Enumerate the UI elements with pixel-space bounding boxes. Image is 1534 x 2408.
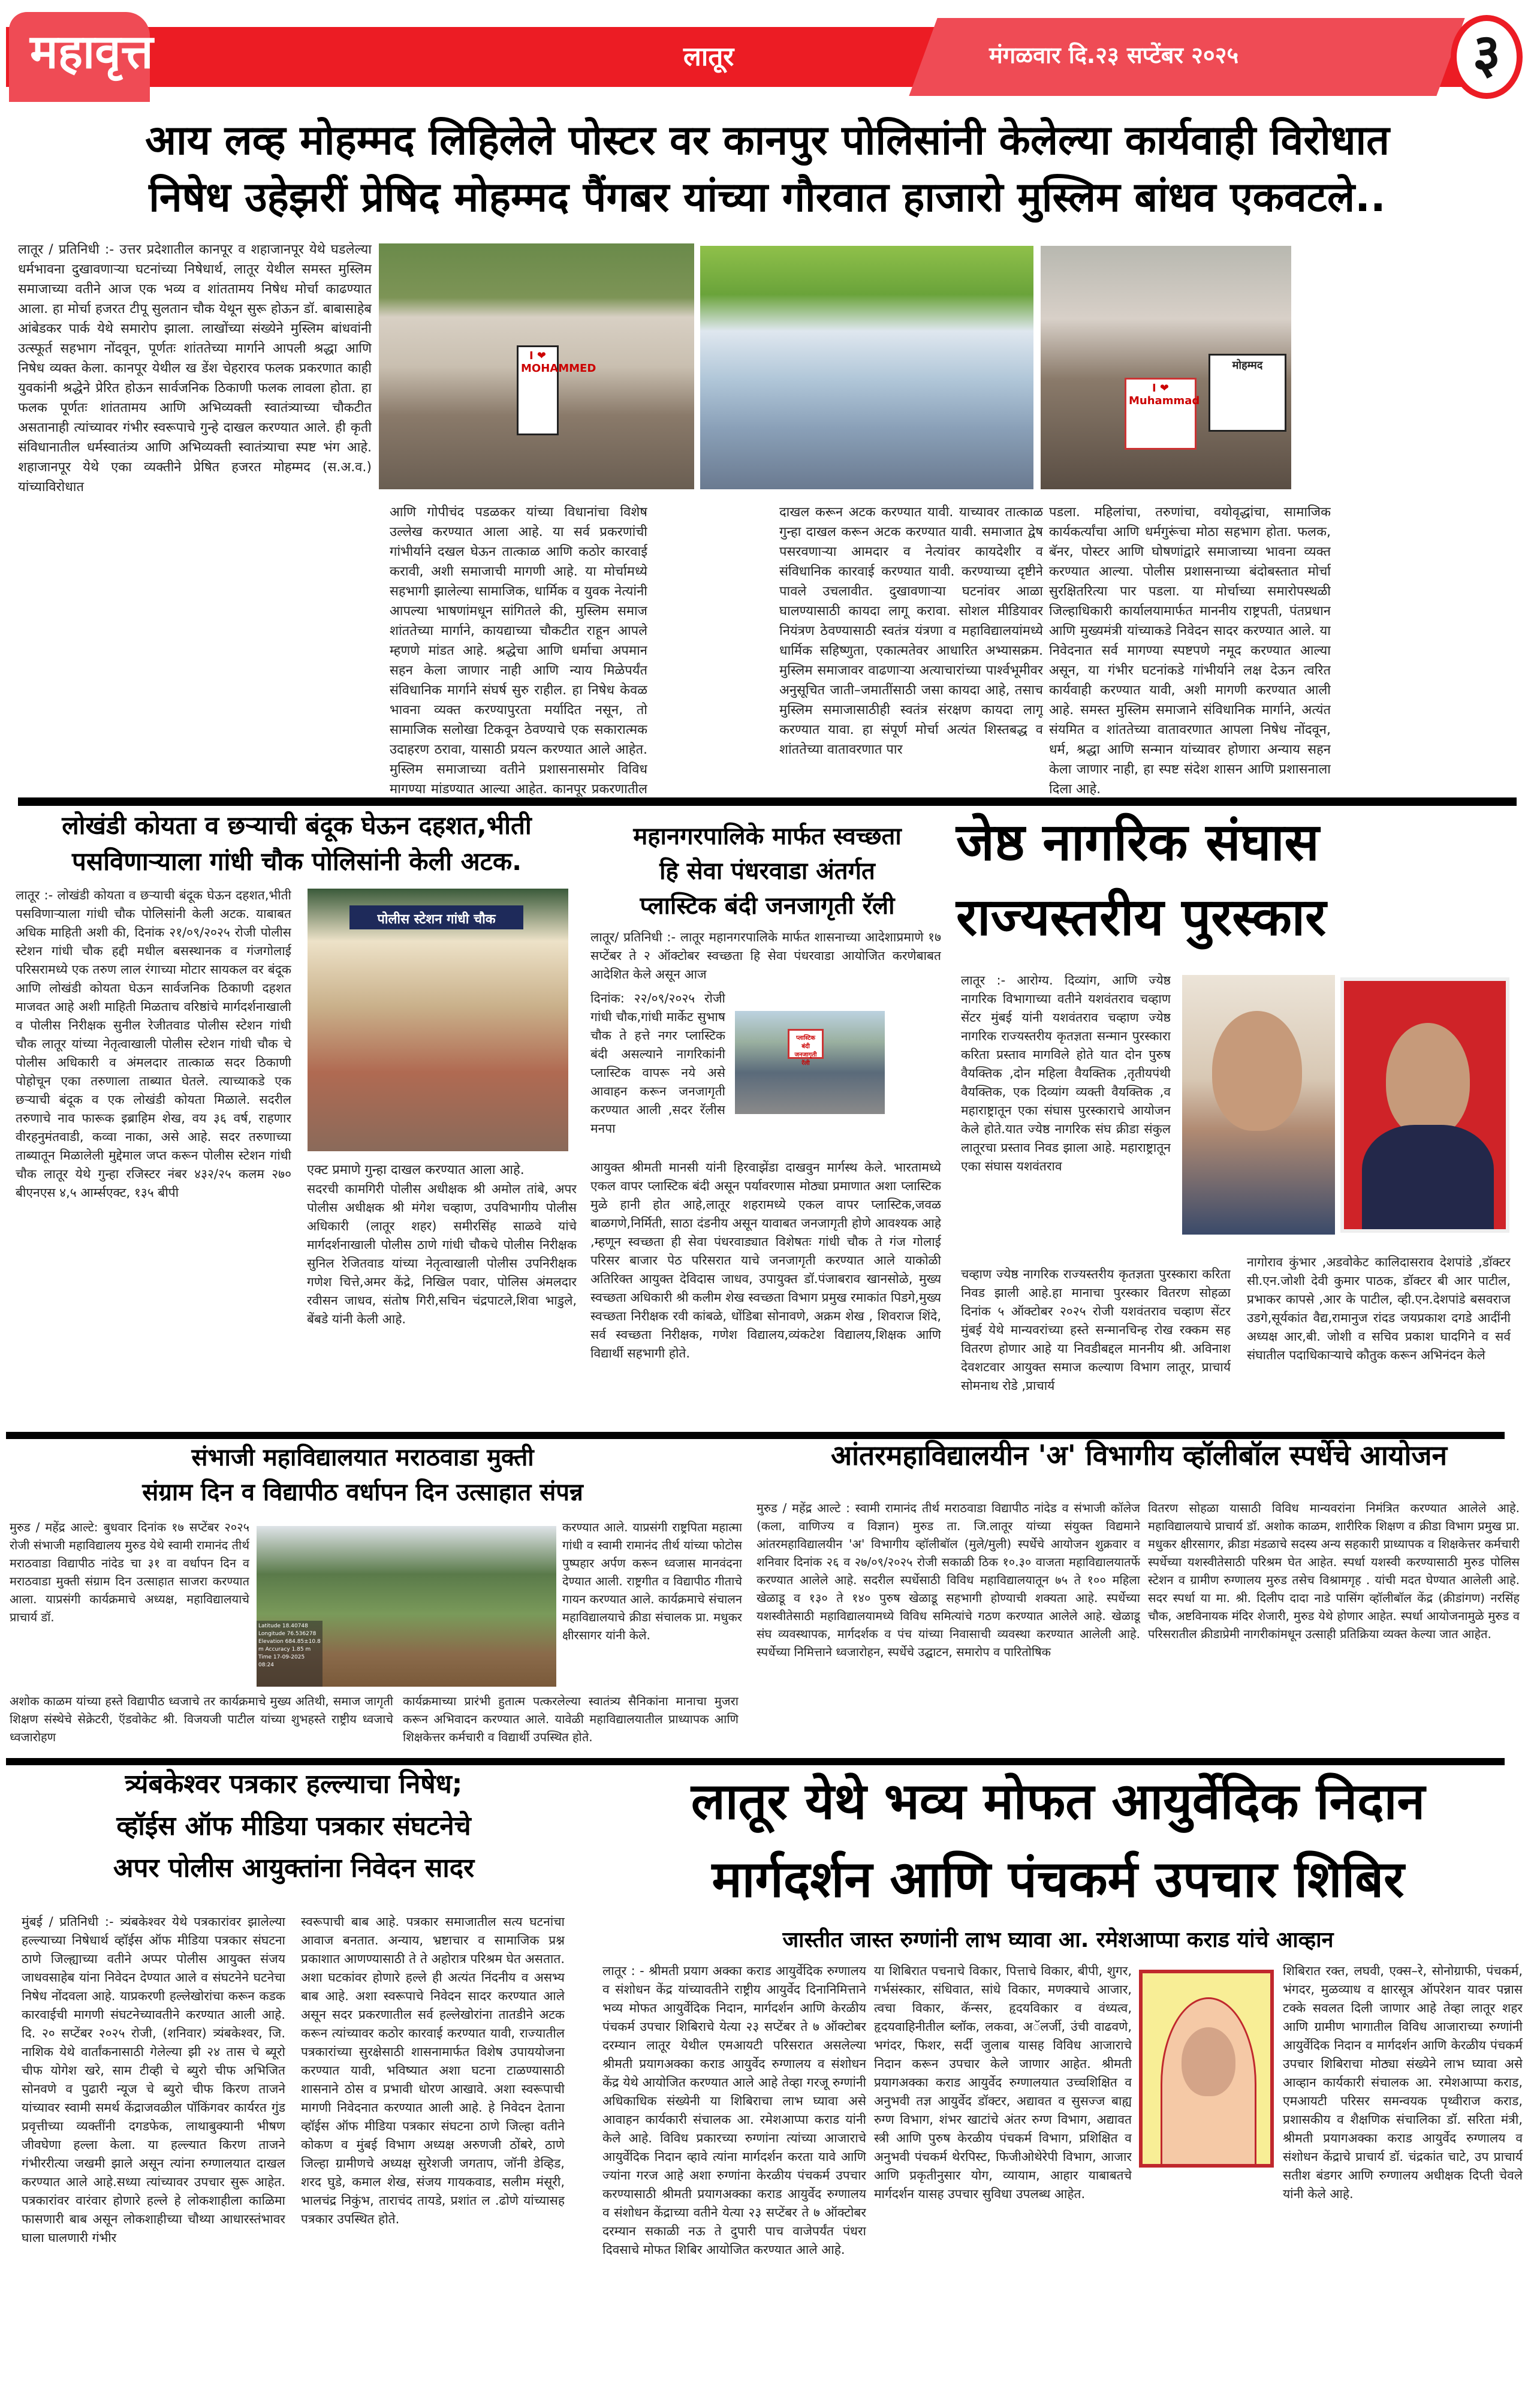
clean-body-side: दिनांक: २२/०९/२०२५ रोजी गांधी चौक,गांधी मार्केट सुभाष चौक ते हत्ते नगर प्लास्टिक बंदी असल्याने नागरिकांनी प्लास्टिक वापरू नये असे आवाहन करून जनजागृती करण्यात आली ,सदर रॅलीस मनपा: [590, 991, 725, 1136]
arrest-body-2: सदरची कामगिरी पोलीस अधीक्षक श्री अमोल तांबे, अपर पोलीस अधीक्षक श्री मंगेश चव्हाण, उपविभागीय पोलीस अधिकारी (लातूर शहर) समीरसिंह साळवे यांचे मार्गदर्शनाखाली पोलीस ठाणे गांधी चौकचे पोलीस निरीक्षक सुनिल रेजितवाड यांच्या नेतृत्वाखाली पोलीस उपनिरीक्षक गणेश चित्ते,अमर केंद्रे, निखिल पवार, पोलिस अंमलदार रवीसन जाधव, संतोष गिरी,सचिन चंद्रपाटले,शिवा भाडुले, बेंबडे यांनी केली आहे.: [307, 1182, 577, 1326]
volleyball-body-left: मुरुड / महेंद्र आल्टे : स्वामी रामानंद तीर्थ मराठवाडा विद्यापीठ नांदेड व संभाजी कॉलेज (कला, वाणिज्य व विज्ञान) मुरुड ता. जि.लातूर यांच्या संयुक्त विद्यमाने आंतरमहाविद्यालयीन 'अ' विभागीय व्हॉलीबॉल (मुले/मुली) स्पर्धेचे आयोजन शुक्रवार व शनिवार दिनांक २६ व २७/०९/२०२५ रोजी सकाळी ठिक १०.३० वाजता महाविद्यालयातर्फे करण्यात आलेले आहे. सदरील स्पर्धेसाठी विविध महाविद्यालयातून ७५ ते १०० महिला खेळाडू व १३० ते १४० पुरुष खेळाडू सहभागी होण्याची शक्यता आहे. स्पर्धेच्या यशस्वीतेसाठी महाविद्यालयामध्ये विविध समित्यांचे गठण करण्यात आलेले आहे. खेळाडू संघ व्यवस्थापक, मार्गदर्शक व पंच यांच्या निवासाची व्यवस्था करण्यात आलेली आहे. स्पर्धेच्या निमित्ताने ध्वजारोहन, स्पर्धेचे उद्घाटन, समारोप व पारितोषिक: [757, 1501, 1140, 1659]
shirt: [1362, 1125, 1494, 1233]
page-number: ३: [1451, 15, 1523, 99]
sambhaji-body-right: करण्यात आले. याप्रसंगी राष्ट्रपिता महात्मा गांधी व स्वामी रामानंद तीर्थ यांच्या फोटोस पुष्पहार अर्पण करून ध्वजास मानवंदना देण्यात आली. राष्ट्रगीत व विद्यापीठ गीताचे गायन करण्यात आले. कार्यक्रमाचे संचालन महाविद्यालयाचे क्रीडा संचालक प्रा. मधुकर क्षीरसागर यांनी केले.: [562, 1520, 742, 1642]
face: [1212, 1011, 1302, 1131]
award-headline-line2: राज्यस्तरीय पुरस्कार: [956, 887, 1327, 947]
ayurveda-body-col3: शिबिरात रक्त, लघवी, एक्स–रे, सोनोग्राफी, पंचकर्म, भंगदर, मुळव्याध व क्षारसूत्र ऑपरेशन यावर पन्नास टक्के सवलत दिली जाणार आहे तेव्हा लातूर शहर आणि ग्रामीण भागातील विविध आजाराच्या रुग्णांनी आयुर्वेदिक निदान व मार्गदर्शन आणि केरळीय पंचकर्म उपचार शिबिराचा मोठ्या संख्येने लाभ घ्यावा असे आव्हान कार्यकारी संचालक आ. रमेशआप्पा कराड, एमआयटी परिसर समन्वयक पृथ्वीराज कराड, प्रशासकीय व शैक्षणिक संचालिका डॉ. सरिता मंत्री, श्रीमती प्रयागअक्का कराड आयुर्वेद रुग्णालय व संशोधन केंद्राचे प्राचार्य डॉ. चंद्रकांत चाटे, उप प्राचार्य सतीश बंडगर आणि रुग्णालय अधीक्षक दिप्ती चेवले यांनी केले आहे.: [1283, 1964, 1523, 2201]
section-divider: [18, 797, 1517, 806]
ayurveda-headline-line2: मार्गदर्शन आणि पंचकर्म उपचार शिबिर: [712, 1850, 1405, 1909]
lead-photo-children-placards: [1041, 246, 1291, 489]
issue-date: मंगळवार दि.२३ सप्टेंबर २०२५: [989, 42, 1239, 68]
lead-col1: लातूर / प्रतिनिधी :- उत्तर प्रदेशातील कानपूर व शहाजानपूर येथे घडलेल्या धर्मभावना दुखावणाऱ्या घटनांच्या निषेधार्थ, लातूर येथील समस्त मुस्लिम समाजाच्या वतीने आज एक भव्य व शांततामय निषेध मोर्चा काढण्यात आला. हा मोर्चा हजरत टीपू सुलतान चौक येथून सुरू होऊन डॉ. बाबासाहेब आंबेडकर पार्क येथे समारोप झाला. लाखोंच्या संख्येने मुस्लिम बांधवांनी उत्स्फूर्त सहभाग नोंदवून, पूर्णतः शांततेच्या मार्गाने आपली श्रद्धा आणि निषेध व्यक्त केला. कानपूर येथील ख डेंश चेहरारव फलक प्रकरणात काही युवकांनी श्रद्धेने प्रेरित होऊन सार्वजनिक ठिकाणी फलक लावला होता. हा फलक पूर्णतः शांततामय आणि अभिव्यक्ती स्वातंत्र्याच्या चौकटीत असतानाही त्यांच्यावर गंभीर स्वरूपाचे गुन्हे दाखल करण्यात आले. ही कृती संविधानातील धर्मस्वातंत्र्य आणि अभिव्यक्ती स्वातंत्र्याचा स्पष्ट भंग आहे. शहाजानपूर येथे एका व्यक्तीने प्रेषित हजरत मोहम्मद (स.अ.व.) यांच्याविरोधात: [18, 242, 372, 495]
ayurveda-photo-founder: [1139, 1970, 1274, 2168]
photo-sign: I ❤ MOHAMMED: [517, 345, 559, 435]
arrest-photo-police-station: [308, 889, 568, 1151]
journalist-headline-line1: त्र्यंबकेश्वर पत्रकार हल्ल्याचा निषेध;: [125, 1769, 463, 1799]
arrest-headline-line1: लोखंडी कोयता व छऱ्याची बंदूक घेऊन दहशत,भीती: [62, 811, 532, 840]
award-photo-person-2: [1340, 977, 1509, 1233]
section-divider: [6, 1758, 1505, 1765]
sambhaji-body-bottom-left: अशोक काळम यांच्या हस्ते विद्यापीठ ध्वजाचे तर कार्यक्रमाचे मुख्य अतिथी, समाज जागृती शिक्षण संस्थेचे सेक्रेटरी, ऍडवोकेट श्री. विजयजी पाटील यांच्या शुभहस्ते राष्ट्रीय ध्वजाचे ध्वजारोहण: [10, 1694, 393, 1744]
photo-sign: पोलीस स्टेशन गांधी चौक: [349, 905, 523, 929]
sambhaji-body-left: मुरुड / महेंद्र आल्टे: बुधवार दिनांक १७ सप्टेंबर २०२५ रोजी संभाजी महाविद्यालय मुरुड येथे स्वामी रामानंद तीर्थ मराठवाडा विद्यापीठ नांदेड चा ३१ वा वर्धापन दिन व मराठवाडा मुक्ती संग्राम दिन उत्साहात साजरा करण्यात आला. याप्रसंगी कार्यक्रमाचे अध्यक्ष, महाविद्यालयाचे प्राचार्य डॉ.: [10, 1520, 249, 1624]
geo-stamp: Latitude 18.40748 Longitude 76.536278 Elevation 684.85±10.8 m Accuracy 1.85 m Time 17-09-2025 08:24: [257, 1621, 323, 1687]
lead-photo-crowd-sitting: [379, 243, 694, 489]
clean-headline-line2: हि सेवा पंधरवाडा अंतर्गत: [659, 857, 875, 885]
volleyball-body-right: वितरण सोहळा यासाठी विविध मान्यवरांना निमंत्रित करण्यात आलेले आहे. महाविद्यालयाचे प्राचार्य डॉ. अशोक काळम, शारीरिक शिक्षण व क्रीडा विभाग प्रमुख प्रा. मधुकर क्षीरसागर, क्रीडा मंडळाचे सदस्य अन्य सहकारी प्राध्यापक व शिक्षकेत्तर कर्मचारी स्पर्धेच्या यशस्वीतेसाठी परिश्रम घेत आहेत. स्पर्धा यशस्वी करण्यासाठी मुरुड पोलिस स्टेशन व ग्रामीण रुग्णालय मुरुड तसेच विश्रामगृह . यांची मदत घेण्यात आलेली आहे. सदर स्पर्धा या मा. श्री. दिलीप दादा नाडे पासिंग व्हॉलीबॉल केंद्र (क्रीडांगण) नरसिंह चौक, अष्टविनायक मंदिर शेजारी, मुरुड येथे होणार आहेत. स्पर्धा आयोजनामुळे मुरुड व परिसरातील क्रीडाप्रेमी नागरीकांमधून उत्साही प्रतिक्रिया व्यक्त केल्या जात आहेत.: [1148, 1501, 1520, 1641]
clean-body-top: लातूर/ प्रतिनिधी :- लातूर महानगरपालिके मार्फत शासनाच्या आदेशाप्रमाणे १७ सप्टेंबर ते २ ऑक्टोबर स्वच्छता हि सेवा पंधरवाडा आयोजित करणेबाबत आदेशित केले असून आज: [590, 930, 941, 982]
journalist-headline-line2: व्हॉईस ऑफ मीडिया पत्रकार संघटनेचे: [116, 1811, 471, 1841]
journalist-headline-line3: अपर पोलीस आयुक्तांना निवेदन सादर: [113, 1853, 475, 1883]
award-photo-person-1: [1182, 975, 1335, 1235]
lead-col2: आणि गोपीचंद पडळकर यांच्या विधानांचा विशेष उल्लेख करण्यात आला आहे. या सर्व प्रकरणांची गांभीर्याने दखल घेऊन तात्काळ आणि कठोर कारवाई करावी, अशी समाजाची मागणी आहे. या मोर्चामध्ये सहभागी झालेल्या सामाजिक, धार्मिक व युवक नेत्यांनी आपल्या भाषणांमधून सांगितले की, मुस्लिम समाज शांततेच्या मार्गाने, कायद्याच्या चौकटीत राहून आपले म्हणणे मांडत आहे. श्रद्धेचा आणि धर्माचा अपमान सहन केला जाणार नाही आणि न्याय मिळेपर्यंत संविधानिक मार्गाने संघर्ष सुरु राहील. हा निषेध केवळ भावना व्यक्त करण्यापुरता मर्यादित नसून, तो सामाजिक सलोखा टिकवून ठेवण्याचे एक सकारात्मक उदाहरण ठरावा, यासाठी प्रयत्न करण्यात आले आहेत. मुस्लिम समाजाच्या वतीने प्रशासनासमोर विविध मागण्या मांडण्यात आल्या आहेत. कानपूर प्रकरणातील: [390, 505, 647, 797]
sambhaji-headline-line1: संभाजी महाविद्यालयात मराठवाडा मुक्ती: [191, 1444, 534, 1471]
volleyball-headline: आंतरमहाविद्यालयीन 'अ' विभागीय व्हॉलीबॉल स्पर्धेचे आयोजन: [830, 1439, 1448, 1471]
journalist-body-right: स्वरूपाची बाब आहे. पत्रकार समाजातील सत्य घटनांचा आवाज बनतात. अन्याय, भ्रष्टाचार व सामाजिक प्रश्न प्रकाशात आणण्यासाठी ते ते अहोरात्र परिश्रम घेत असतात. अशा घटकांवर होणारे हल्ले ही अत्यंत निंदनीय व असभ्य बाब आहे. अशा स्वरूपाचे निवेदन सादर करण्यात आले असून सदर प्रकरणातील सर्व हल्लेखोरांना तातडीने अटक करून त्यांच्यावर कठोर कारवाई करण्यात यावी, राज्यातील पत्रकारांच्या सुरक्षेसाठी शासनामार्फत विशेष उपाययोजना करण्यात यावी, भविष्यात अशा घटना टाळण्यासाठी शासनाने ठोस व प्रभावी धोरण आखावे. अशा स्वरूपाची मागणी निवेदनात करण्यात आली आहे. हे निवेदन देताना व्हॉईस ऑफ मीडिया पत्रकार संघटना ठाणे जिल्हा वतीने कोकण व मुंबई विभाग अध्यक्ष अरुणजी ठोंबरे, ठाणे जिल्हा ग्रामीणचे अध्यक्ष सुरेशजी जगताप, जॉनी डेव्हिड, शरद घुडे, कमाल शेख, संजय गायकवाड, सलीम मंसूरी, भालचंद्र निकुंभ, ताराचंद तायडे, प्रशांत ल .ढोणे यांच्यासह पत्रकार उपस्थित होते.: [301, 1915, 565, 2226]
lead-headline-line2: निषेध उहेझरीं प्रेषिद मोहम्मद पैंगबर यांच्या गौरवात हाजारो मुस्लिम बांधव एकवटले..: [149, 174, 1386, 221]
clean-body-bottom: आयुक्त श्रीमती मानसी यांनी हिरवाझेंडा दाखवुन मार्गस्थ केले. भारतामध्ये एकल वापर प्लास्टिक बंदी असून पर्यावरणास मोठ्या प्रमाणात अशा प्लास्टिक मुळे हानी होत आहे,लातूर शहरामध्ये एकल वापर प्लास्टिक,जवळ बाळगणे,निर्मिती, साठा दंडनीय असून यावाबत जनजागृती होणे आवश्यक आहे ,म्हणून स्वच्छता ही सेवा पंधरवाड्यात विशेषतः गांधी चौक ते गंज गोलाई परिसर बाजार पेठ परिसरात याचे जनजागृती करण्यात आले याकोळी अतिरिक्त आयुक्त देविदास जाधव, उपायुक्त डॉ.पंजाबराव खानसोळे, मुख्य स्वच्छता अधिकारी श्री कलीम शेख स्वच्छता विभाग प्रमुख रमाकांत पिडगे,मुख्य स्वच्छता निरीक्षक रवी कांबळे, धोंडिबा सोनावणे, अक्रम शेख , शिवराज शिंदे, सर्व स्वच्छता निरीक्षक, गणेश विद्यालय,व्यंकटेश विद्यालय,शिक्षक आणि विद्यार्थी सहभागी होते.: [590, 1160, 941, 1360]
award-body-left: लातूर :- आरोग्य. दिव्यांग, आणि ज्येष्ठ नागरिक विभागाच्या वतीने यशवंतराव चव्हाण सेंटर मुंबई यांनी यशवंतराव चव्हाण ज्येष्ठ नागरिक राज्यस्तरीय कृतज्ञता सन्मान पुरस्कारा करिता प्रस्ताव मागविले होते यात दोन पुरुष वैयक्तिक ,दोन महिला वैयक्तिक ,तृतीयपंथी वैयक्तिक, एक दिव्यांग व्यक्ती वैयक्तिक ,व महाराष्ट्रातून एका संघास पुरस्काराचे आयोजन केले होते.यात ज्येष्ठ नागरिक संघ क्रीडा संकुल लातूरचा प्रस्ताव निवड झाला आहे. महाराष्ट्रातून एका संघास यशवंतराव: [961, 973, 1171, 1173]
sambhaji-headline-line2: संग्राम दिन व विद्यापीठ वर्धापन दिन उत्साहात संपन्न: [142, 1479, 583, 1506]
lead-headline-line1: आय लव्ह मोहम्मद लिहिलेले पोस्टर वर कानपुर पोलिसांनी केलेल्या कार्यवाही विरोधात: [145, 117, 1390, 164]
clean-headline-line3: प्लास्टिक बंदी जनजागृती रॅली: [640, 892, 895, 920]
lead-col3: दाखल करून अटक करण्यात यावी. याच्यावर तात्काळ गुन्हा दाखल करून अटक करण्यात यावी. समाजात द्वेष पसरवणाऱ्या आमदार व नेत्यांवर कायदेशीर व संविधानिक कारवाई करण्यात यावी. करण्याच्या दृष्टीने पावले उचलावीत. दुखावणाऱ्या घटनांवर आळा घालण्यासाठी कायदा लागू करावा. सोशल मीडियावर नियंत्रण ठेवण्यासाठी स्वतंत्र यंत्रणा व महाविद्यालयांमध्ये धार्मिक सहिष्णुता, एकात्मतेवर आधारित अभ्यासक्रम. मुस्लिम समाजावर वाढणाऱ्या अत्याचारांच्या पार्श्वभूमीवर अनुसूचित जाती–जमातींसाठी जसा कायदा आहे, तसाच मुस्लिम समाजासाठीही स्वतंत्र संरक्षण कायदा लागू करण्यात यावा. हा संपूर्ण मोर्चा अत्यंत शिस्तबद्ध व शांततेच्या वातावरणात पार: [779, 505, 1043, 757]
photo-sign: I ❤ Muhammad: [1125, 378, 1197, 450]
ayurveda-headline-line1: लातूर येथे भव्य मोफत आयुर्वेदिक निदान: [691, 1772, 1425, 1831]
face: [1386, 1023, 1470, 1137]
arrest-body: लातूर :- लोखंडी कोयता व छऱ्याची बंदूक घेऊन दहशत,भीती पसविणाऱ्याला गांधी चौक पोलिसांनी केली अटक. याबाबत अधिक माहिती अशी की, दिनांक २१/०९/२०२५ रोजी पोलीस स्टेशन गांधी चौक हद्दी मधील बसस्थानक व गंजगोलाई परिसरामध्ये एक तरुण लाल रंगाच्या मोटार सायकल वर बंदूक आणि लोखंडी कोयता घेऊन सार्वजनिक ठिकाणी दहशत माजवत आहे अशी माहिती मिळताच वरिष्ठांचे मार्गदर्शनाखाली व पोलीस निरीक्षक सुनील रेजीतवाड पोलीस स्टेशन गांधी चौक लातूर यांच्या नेतृत्वाखाली पोलीस स्टेशन गांधी चौक चे पोलीस अधिकारी व अंमलदार तात्काळ सदर ठिकाणी पोहोचून एका तरुणाला ताब्यात घेतले. त्याच्याकडे एक छऱ्याची बंदूक व एक लोखंडी कोयता मिळाले. सदरील तरुणाचे नाव फारूक इब्राहिम शेख, वय ३६ वर्ष, राहणार वीरहनुमंतवाडी, कव्वा नाका, असे आहे. सदर तरुणाच्या ताब्यातून मिळालेली मुद्देमाल जप्त करून पोलीस स्टेशन गांधी चौक लातूर येथे गुन्हा रजिस्टर नंबर ४३२/२५ कलम २७० बीएनएस ४,५ आर्म्सएक्ट, १३५ बीपी: [16, 888, 291, 1200]
sambhaji-photo-flag-hoisting: [257, 1526, 556, 1687]
edition-city: लातूर: [683, 41, 734, 72]
face: [1182, 2027, 1235, 2096]
photo-sign: मोहम्मद: [1208, 354, 1286, 432]
photo-banner: प्लास्टिक बंदी जनजागृती रॅली: [788, 1029, 824, 1059]
masthead: [0, 0, 1534, 114]
ayurveda-body-col2: या शिबिरात पचनाचे विकार, पित्ताचे विकार, बीपी, शुगर, गर्भसंस्कार, संधिवात, सांधे विकार, मणक्याचे आजार, त्वचा विकार, कॅन्सर, हृदयविकार व वंध्यत्व, हृदयवाहिनीतील ब्लॉक, लकवा, अॅलर्जी, उंची वाढवणे, भगंदर, फिशर, सर्दी जुलाब यासह विविध आजाराचे निदान करून उपचार केले जाणार आहेत. श्रीमती प्रयागअक्का कराड आयुर्वेद रुग्णालयात उच्चशिक्षित व अनुभवी तज्ञ आयुर्वेद डॉक्टर, अद्यावत व सुसज्ज बाह्य रुग्ण विभाग, शंभर खाटांचे अंतर रुग्ण विभाग, अद्यावत स्त्री आणि पुरुष केरळीय पंचकर्म विभाग, प्रशिक्षित व अनुभवी पंचकर्म थेरपिस्ट, फिजीओथेरेपी विभाग, आजार आणि प्रकृतीनुसार योग, व्यायाम, आहार याबाबतचे मार्गदर्शन यासह उपचार सुविधा उपलब्ध आहेत.: [874, 1964, 1132, 2201]
lead-col4: पडला. महिलांचा, तरुणांचा, वयोवृद्धांचा, सामाजिक कार्यकर्त्यांचा आणि धर्मगुरूंचा मोठा सहभाग होता. फलक, बॅनर, पोस्टर आणि घोषणांद्वारे समाजाच्या भावना व्यक्त करण्यात आल्या. पोलीस प्रशासनाच्या बंदोबस्तात मोर्चा सुरक्षितरित्या पार पडला. या मोर्चाच्या समारोपस्थळी जिल्हाधिकारी कार्यालयामार्फत माननीय राष्ट्रपती, पंतप्रधान आणि मुख्यमंत्री यांच्याकडे निवेदन सादर करण्यात आले. या निवेदनात सर्व मागण्या स्पष्टपणे नमूद करण्यात आल्या असून, या गंभीर घटनांकडे गांभीर्याने लक्ष देऊन त्वरित कार्यवाही करण्यात यावी, अशी मागणी करण्यात आली आहे. समस्त मुस्लिम समाजाने संविधानिक मार्गाने, अत्यंत संयमित व शांततेच्या वातावरणात आपला निषेध नोंदवून, धर्म, श्रद्धा आणि सन्मान यांच्यावर होणारा अन्याय सहन केला जाणार नाही, हा स्पष्ट संदेश शासन आणि प्रशासनाला दिला आहे.: [1049, 505, 1331, 797]
award-body-wide: चव्हाण ज्येष्ठ नागरिक राज्यस्तरीय कृतज्ञता पुरस्कारा करिता निवड झाली आहे.हा मानाचा पुरस्कार वितरण सोहळा दिनांक ५ ऑक्टोबर २०२५ रोजी यशवंतराव चव्हाण सेंटर मुंबई येथे मान्यवरांच्या हस्ते सन्मानचिन्ह रोख रक्कम सह वितरण होणार आहे या निवडीबद्दल माननीय श्री. अविनाश देवशटवार आयुक्त समाज कल्याण विभाग लातूर, प्राचार्य सोमनाथ रोडे ,प्राचार्य: [961, 1267, 1231, 1393]
award-body-right: नागोराव कुंभार ,अडवोकेट कालिदासराव देशपांडे ,डॉक्टर सी.एन.जोशी देवी कुमार पाठक, डॉक्टर बी आर पाटील, प्रभाकर कापसे ,आर के पाटील, व्ही.एन.देशपांडे बसवराज उडगे,सूर्यकांत वैद्य,रामानुज रांदड जयप्रकाश दगडे आदींनी अध्यक्ष आर,बी. जोशी व सचिव प्रकाश घादगिने व सर्व संघातील पदाधिकाऱ्याचे कौतुक करून अभिनंदन केले: [1247, 1255, 1511, 1362]
clean-headline-line1: महानगरपालिके मार्फत स्वच्छता: [633, 823, 902, 850]
journalist-body-left: मुंबई / प्रतिनिधी :- त्र्यंबकेश्वर येथे पत्रकारांवर झालेल्या हल्ल्याच्या निषेधार्थ व्हॉईस ऑफ मीडिया पत्रकार संघटना ठाणे जिल्ह्याच्या वतीने अप्पर पोलीस आयुक्त संजय जाधवसाहेब यांना निवेदन देण्यात आले व संघटनेने घटनेचा निषेध नोंदवला आहे. याप्रकरणी हल्लेखोरांचा करून कडक कारवाईची मागणी संघटनेच्यावतीने करण्यात आली आहे. दि. २० सप्टेंबर २०२५ रोजी, (शनिवार) त्र्यंबकेश्वर, जि. नाशिक येथे वार्तांकनासाठी गेलेल्या झी २४ तास चे ब्यूरो चीफ योगेश खरे, साम टीव्ही चे ब्युरो चीफ अभिजित सोनवणे व पुढारी न्यूज चे ब्युरो चीफ किरण ताजने यांच्यावर स्वामी समर्थ केंद्राजवळील पॉकिंगवर कार्यरत गुंड प्रवृत्तीच्या व्यक्तींनी दगडफेक, लाथाबुक्यानी भीषण जीवघेणा हल्ला केला. या हल्ल्यात किरण ताजने गंभीररीत्या जखमी झाले असून त्यांना रुग्णालयात दाखल करण्यात आले आहे.सध्या त्यांच्यावर उपचार सुरू आहेत. पत्रकारांवर वारंवार होणारे हल्ले हे लोकशाहीला काळिमा फासणारी बाब असून लोकशाहीच्या चौथ्या आधारस्तंभावर घाला घालणारी गंभीर: [22, 1915, 285, 2245]
arrest-headline-line2: पसविणाऱ्याला गांधी चौक पोलिसांनी केली अटक.: [71, 847, 522, 876]
clean-photo-rally: [735, 1011, 885, 1114]
section-divider: [6, 1432, 1505, 1439]
ayurveda-subheadline: जास्तीत जास्त रुग्णांनी लाभ घ्यावा आ. रमेशआप्पा कराड यांचे आव्हान: [782, 1928, 1334, 1952]
ayurveda-body-col1: लातूर : - श्रीमती प्रयाग अक्का कराड आयुर्वेदिक रुग्णालय व संशोधन केंद्र यांच्यावतीने राष्ट्रीय आयुर्वेद दिनानिमित्ताने भव्य मोफत आयुर्वेदिक निदान, मार्गदर्शन आणि केरळीय पंचकर्म उपचार शिबिराचे येत्या २३ सप्टेंबर ते ७ ऑक्टोबर दरम्यान लातूर येथील एमआयटी परिसरात असलेल्या श्रीमती प्रयागअक्का कराड आयुर्वेद रुग्णालय व संशोधन केंद्र येथे आयोजित करण्यात आले आहे तेव्हा गरजू रुग्णांनी अधिकाधिक संख्येनी या शिबिराचा लाभ घ्यावा असे आवाहन कार्यकारी संचालक आ. रमेशआप्पा कराड यांनी केले आहे. विविध प्रकारच्या रुग्णांना त्यांच्या आजाराचे आयुर्वेदिक निदान व्हावे त्यांना मार्गदर्शन करता यावे आणि ज्यांना गरज आहे अशा रुग्णांना केरळीय पंचकर्म उपचार करण्यासाठी श्रीमती प्रयागअक्का कराड आयुर्वेद रुग्णालय व संशोधन केंद्राच्या वतीने येत्या २३ सप्टेंबर ते ७ ऑक्टोबर दरम्यान सकाळी नऊ ते दुपारी पाच वाजेपर्यंत पंधरा दिवसाचे मोफत शिबिर आयोजित करण्यात आले आहे.: [602, 1964, 866, 2257]
paper-name: महावृत्त: [30, 25, 153, 79]
sambhaji-body-bottom-right: कार्यक्रमाच्या प्रारंभी हुतात्म पत्करलेल्या स्वातंत्र्य सैनिकांना मानाचा मुजरा करून अभिवादन करण्यात आले. यावेळी महाविद्यालयातील प्राध्यापक आणि शिक्षकेत्तर कर्मचारी व विद्यार्थी उपस्थित होते.: [403, 1694, 739, 1744]
lead-photo-crowd-march: [700, 246, 1033, 489]
award-headline-line1: जेष्ठ नागरिक संघास: [956, 812, 1319, 872]
arrest-photo-caption: एक्ट प्रमाणे गुन्हा दाखल करण्यात आला आहे.: [307, 1163, 525, 1178]
